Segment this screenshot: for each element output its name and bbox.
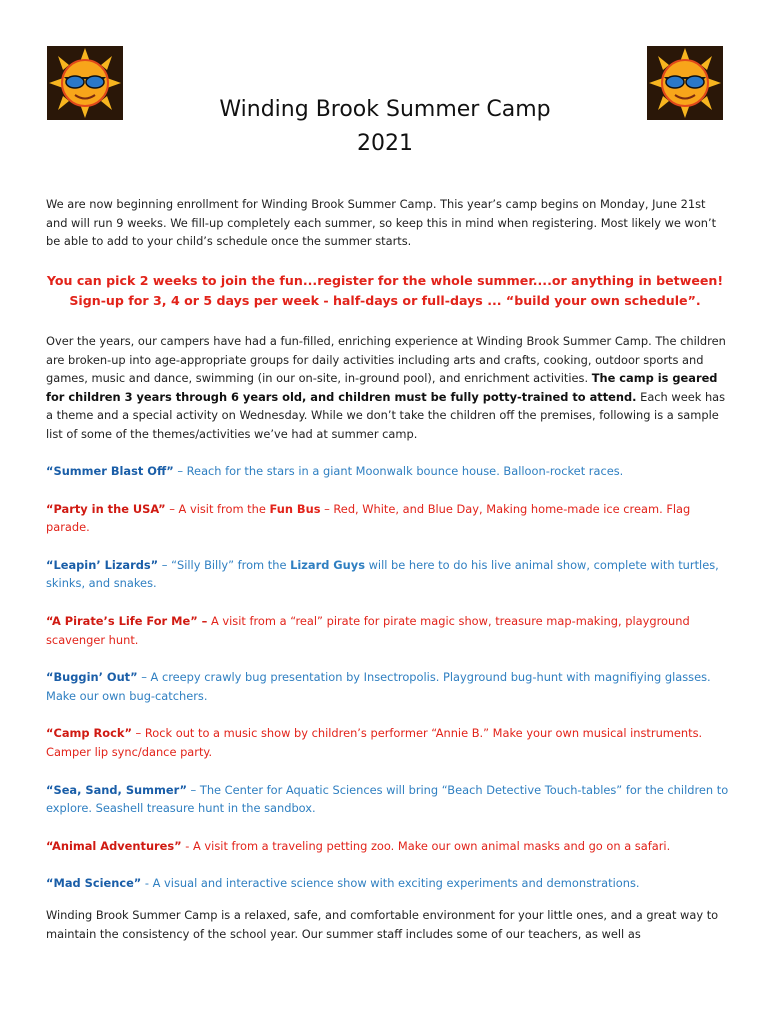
theme-name: “Camp Rock” — [46, 726, 132, 741]
theme-description: – Reach for the stars in a giant Moonwalk bounce house. Balloon-rocket races. — [173, 464, 624, 478]
theme-description: – A visit from the — [165, 501, 270, 516]
theme-name: “Buggin’ Out” — [46, 670, 138, 685]
theme-highlight: Fun Bus — [269, 501, 321, 516]
theme-description: – The Center for Aquatic Sciences will bring “Beach Detective Touch-tables” for the children to explore. Seashell treasure hunt in the sandbox. — [46, 782, 729, 816]
overview-eligibility: The camp is geared for children 3 years through 6 years old, and children must be fully potty-trained to attend. — [46, 371, 718, 404]
theme-name: “Leapin’ Lizards” — [46, 557, 159, 572]
theme-name: “Party in the USA” — [46, 501, 166, 516]
theme-item — [46, 781, 730, 818]
overview-paragraph — [46, 332, 730, 444]
theme-description: – A creepy crawly bug presentation by Insectropolis. Playground bug-hunt with magnifiying glasses. Make our own bug-catchers. — [46, 670, 711, 703]
theme-highlight: Lizard Guys — [290, 557, 365, 572]
promo-banner — [0, 271, 770, 311]
title-year: 2021 — [357, 131, 413, 156]
theme-name: “Summer Blast Off” — [46, 464, 174, 478]
theme-description: A visit from a “real” pirate for pirate magic show, treasure map-making, playground scavenger hunt. — [46, 613, 690, 647]
promo-line-1: You can pick 2 weeks to join the fun...register for the whole summer....or anything in between! — [46, 273, 724, 288]
theme-name: “Animal Adventures” — [46, 838, 182, 853]
closing-paragraph: Winding Brook Summer Camp is a relaxed, safe, and comfortable environment for your little ones, and a great way to maintain the consistency of the school year. Our summer staff includes some of our teachers, as well as — [46, 908, 719, 941]
theme-item — [46, 612, 730, 649]
theme-name: “Mad Science” — [46, 876, 142, 891]
theme-description-cont: will be here to do his live animal show, complete with turtles, skinks, and snakes. — [46, 557, 719, 591]
theme-item — [46, 724, 730, 761]
theme-description: - A visual and interactive science show with exciting experiments and demonstrations. — [141, 876, 640, 891]
theme-description: – Rock out to a music show by children’s performer “Annie B.” Make your own musical instruments. Camper lip sync/dance party. — [46, 726, 703, 759]
theme-name: “Sea, Sand, Summer” — [46, 782, 187, 797]
theme-item — [46, 668, 730, 705]
theme-item — [46, 462, 730, 481]
intro-paragraph: We are now beginning enrollment for Winding Brook Summer Camp. This year’s camp begins on Monday, June 21st and will run 9 weeks. We fill-up completely each summer, so keep this in mind when registering. Most likely we won’t be able to add to your child’s schedule once the summer starts. — [46, 197, 717, 249]
title-line-1: Winding Brook Summer Camp — [219, 97, 551, 122]
overview-text-1: Over the years, our campers have had a fun-filled, enriching experience at Winding Brook Summer Camp. The children are broken-up into age-appropriate groups for daily activities including arts and crafts, cooking, outdoor sports and games, music and dance, swimming (in our on-site, in-ground pool), and enrichment activities. — [46, 334, 726, 386]
theme-description: - A visit from a traveling petting zoo. Make our own animal masks and go on a safari. — [181, 838, 671, 853]
theme-item — [46, 556, 730, 593]
theme-name: “A Pirate’s Life For Me” – — [46, 613, 208, 628]
theme-item — [46, 837, 730, 856]
theme-item — [46, 500, 730, 537]
overview-text-2: Each week has a theme and a special activity on Wednesday. While we don’t take the children off the premises, following is a sample list of some of the themes/activities we’ve had at summer camp. — [46, 389, 726, 441]
promo-line-2: Sign-up for 3, 4 or 5 days per week - half-days or full-days ... “build your own schedule”. — [69, 293, 701, 308]
page-title — [0, 93, 770, 161]
theme-description: – “Silly Billy” from the — [158, 557, 291, 572]
theme-item — [46, 874, 730, 893]
theme-description-cont: – Red, White, and Blue Day, Making home-made ice cream. Flag parade. — [46, 501, 691, 535]
themes-list — [46, 462, 730, 893]
